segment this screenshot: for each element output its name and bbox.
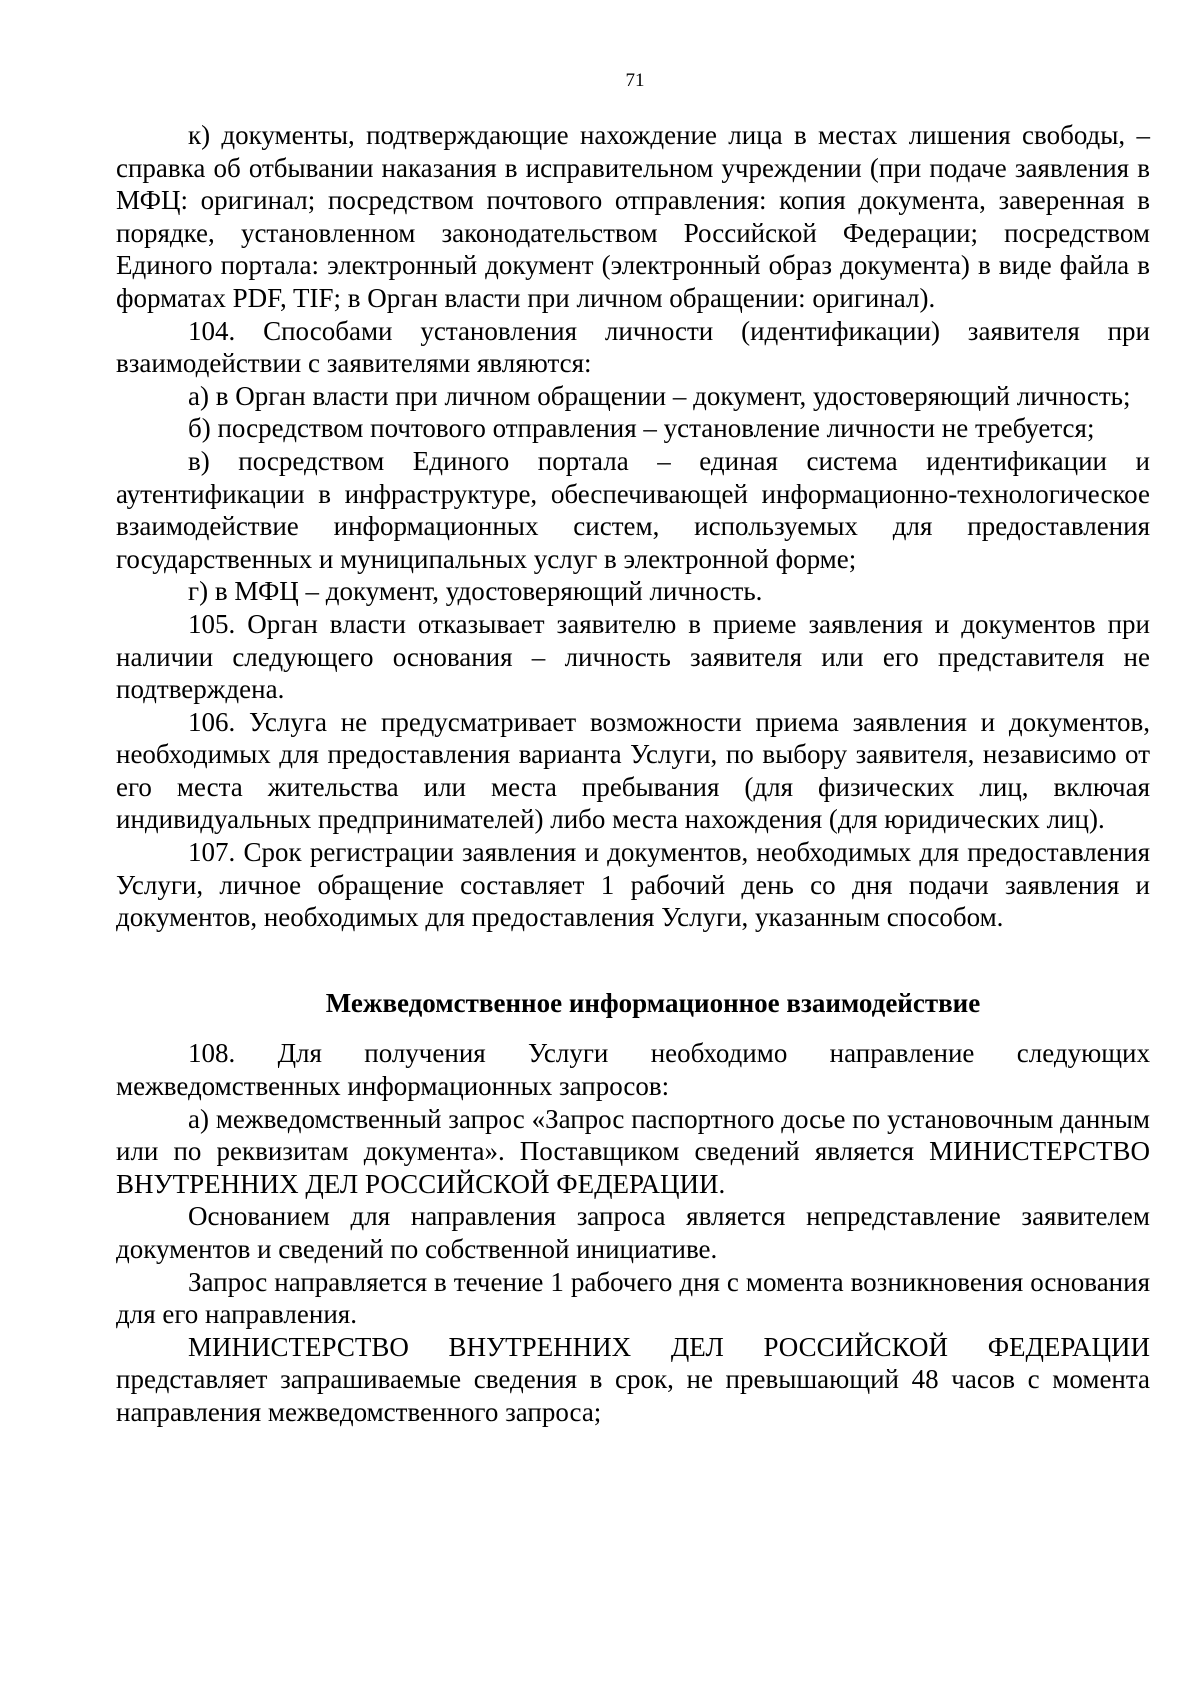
page-number: 71: [625, 70, 645, 91]
section-heading: Межведомственное информационное взаимодействие: [325, 987, 981, 1018]
paragraph-response-timing: МИНИСТЕРСТВО ВНУТРЕННИХ ДЕЛ РОССИЙСКОЙ ФЕДЕРАЦИИ представляет запрашиваемые сведения в срок, не превышающий 48 часов с момента направления межведомственного запроса;: [116, 1331, 1150, 1427]
paragraph-item-k: к) документы, подтверждающие нахождение лица в местах лишения свободы, – справка об отбывании наказания в исправительном учреждении (при подаче заявления в МФЦ: оригинал; посредством почтового отправления: копия документа, заверенная в порядке, установленном законодательством Российской Федерации; посредством Единого портала: электронный документ (электронный образ документа) в виде файла в форматах PDF, TIF; в Орган власти при личном обращении: оригинал).: [116, 120, 1150, 313]
paragraph-104-v: в) посредством Единого портала – единая система идентификации и аутентификации в инфраструктуре, обеспечивающей информационно-технологическое взаимодействие информационных систем, используемых для предоставления государственных и муниципальных услуг в электронной форме;: [116, 445, 1150, 574]
paragraph-107: 107. Срок регистрации заявления и документов, необходимых для предоставления Услуги, личное обращение составляет 1 рабочий день со дня подачи заявления и документов, необходимых для предоставления Услуги, указанным способом.: [116, 837, 1150, 933]
paragraph-basis: Основанием для направления запроса является непредставление заявителем документов и сведений по собственной инициативе.: [116, 1201, 1150, 1264]
paragraph-104-g: г) в МФЦ – документ, удостоверяющий личность.: [188, 576, 763, 607]
paragraph-106: 106. Услуга не предусматривает возможности приема заявления и документов, необходимых для предоставления варианта Услуги, по выбору заявителя, независимо от его места жительства или места пребывания (для физических лиц, включая индивидуальных предпринимателей) либо места нахождения (для юридических лиц).: [116, 706, 1150, 835]
paragraph-104-b: б) посредством почтового отправления – установление личности не требуется;: [188, 413, 1095, 444]
document-body: [116, 119, 1150, 1429]
paragraph-104-a: а) в Орган власти при личном обращении – документ, удостоверяющий личность;: [188, 380, 1131, 411]
paragraph-104: 104. Способами установления личности (идентификации) заявителя при взаимодействии с заявителями являются:: [116, 315, 1150, 379]
paragraph-request-timing: Запрос направляется в течение 1 рабочего дня с момента возникновения основания для его направления.: [116, 1266, 1150, 1330]
paragraph-108-a: а) межведомственный запрос «Запрос паспортного досье по установочным данным или по реквизитам документа». Поставщиком сведений является МИНИСТЕРСТВО ВНУТРЕННИХ ДЕЛ РОССИЙСКОЙ ФЕДЕРАЦИИ.: [116, 1103, 1150, 1199]
paragraph-105: 105. Орган власти отказывает заявителю в приеме заявления и документов при наличии следующего основания – личность заявителя или его представителя не подтверждена.: [116, 608, 1150, 705]
paragraph-108: 108. Для получения Услуги необходимо направление следующих межведомственных информационных запросов:: [116, 1038, 1150, 1102]
